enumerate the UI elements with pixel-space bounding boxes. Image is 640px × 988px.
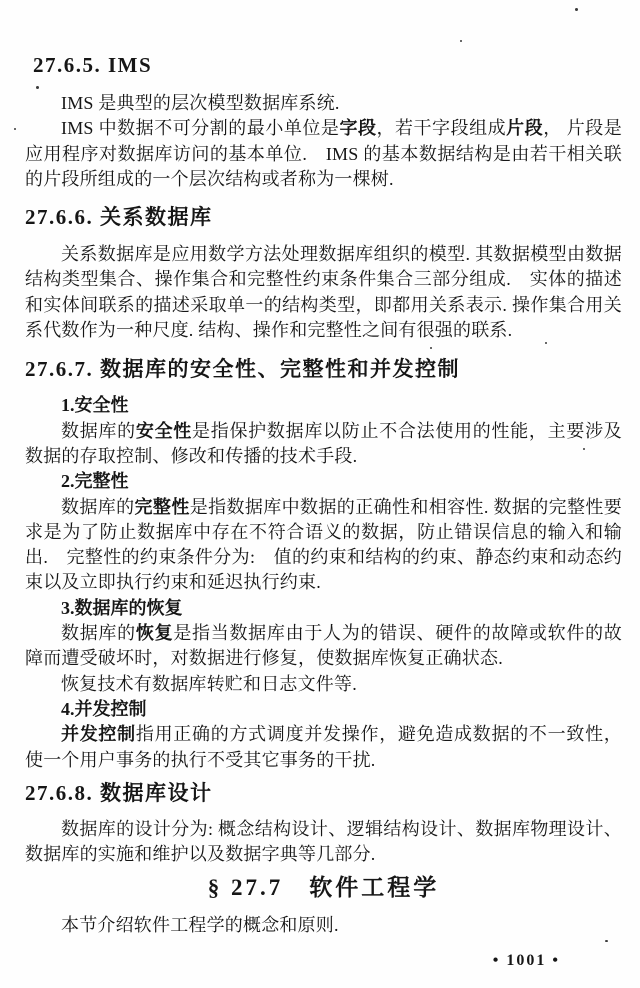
- scan-speck: [460, 40, 462, 42]
- emphasis-text: 安全性: [135, 420, 193, 441]
- text-run: 数据库的: [61, 420, 136, 441]
- scan-speck: [36, 86, 39, 89]
- paragraph-concurrency: [25, 722, 622, 773]
- scan-speck: [605, 940, 608, 942]
- section-heading-27-6-8: 27.6.8. 数据库设计: [25, 780, 213, 805]
- text-run: ， 片段是应用程序对数据库访问的基本单位. IMS 的基本数据结构是由若干相关联的片段所组成的一个层次结构或者称为一棵树.: [25, 118, 622, 189]
- paragraph-ims-structure: [25, 116, 622, 192]
- subheading-concurrency: 4.并发控制: [61, 698, 147, 719]
- text-run: 是指当数据库由于人为的错误、硬件的故障或软件的故障而遭受破坏时，对数据进行修复，使数据库恢复正确状态.: [25, 623, 622, 669]
- scan-speck: [575, 8, 578, 11]
- paragraph-integrity: [25, 495, 622, 596]
- text-run: 本节介绍软件工程学的概念和原则.: [61, 915, 339, 936]
- text-run: 关系数据库是应用数学方法处理数据库组织的模型. 其数据模型由数据结构类型集合、操作集合和完整性约束条件集合三部分组成. 实体的描述和实体间联系的描述采取单一的结构类型，即都用关系表示. 操作集合用关系代数作为一种尺度. 结构、操作和完整性之间有很强的联系.: [25, 244, 622, 341]
- text-run: IMS 是典型的层次模型数据库系统.: [61, 93, 340, 113]
- paragraph-relational-db: [25, 242, 622, 343]
- paragraph-ims-overview: [25, 91, 622, 116]
- scan-speck: [545, 342, 547, 344]
- emphasis-text: 完整性: [134, 496, 190, 517]
- text-run: ，若干字段组成: [376, 118, 507, 139]
- emphasis-text: 片段: [506, 118, 544, 139]
- section-heading-27-6-7: 27.6.7. 数据库的安全性、完整性和并发控制: [25, 357, 460, 382]
- page-number: • 1001 •: [492, 951, 560, 969]
- paragraph-se-intro: [25, 913, 622, 938]
- subheading-security: 1.安全性: [61, 395, 129, 416]
- scan-speck: [583, 448, 585, 450]
- emphasis-text: 并发控制: [61, 724, 136, 745]
- text-run: 指用正确的方式调度并发操作，避免造成数据的不一致性，使一个用户事务的执行不受其它事务的干扰.: [25, 724, 622, 770]
- paragraph-recovery: [25, 621, 622, 672]
- scan-speck: [14, 128, 16, 130]
- paragraph-security: [25, 419, 622, 470]
- subheading-recovery: 3.数据库的恢复: [61, 597, 183, 618]
- scan-speck: [430, 347, 432, 349]
- chapter-heading-27-7: § 27.7 软件工程学: [207, 875, 440, 901]
- text-run: IMS 中数据不可分割的最小单位是: [61, 118, 340, 139]
- text-run: 恢复技术有数据库转贮和日志文件等.: [61, 673, 357, 694]
- emphasis-text: 字段: [339, 118, 377, 139]
- text-run: 是指保护数据库以防止不合法使用的性能，主要涉及数据的存取控制、修改和传播的技术手段.: [25, 420, 622, 466]
- text-run: 数据库的: [61, 496, 135, 517]
- paragraph-recovery-techniques: [25, 672, 622, 697]
- paragraph-db-design: [25, 817, 622, 868]
- text-run: 数据库的设计分为: 概念结构设计、逻辑结构设计、数据库物理设计、数据库的实施和维护以及数据字典等几部分.: [25, 818, 622, 865]
- text-run: 是指数据库中数据的正确性和相容性. 数据的完整性要求是为了防止数据库中存在不符合语义的数据，防止错误信息的输入和输出. 完整性的约束条件分为: 值的约束和结构的约束、静态约束和动态约束以及立即执行约束和延迟执行约束.: [25, 496, 622, 593]
- text-run: 数据库的: [61, 623, 136, 644]
- section-heading-27-6-5: 27.6.5. IMS: [33, 53, 153, 77]
- subheading-integrity: 2.完整性: [61, 471, 129, 492]
- section-heading-27-6-6: 27.6.6. 关系数据库: [25, 205, 213, 230]
- emphasis-text: 恢复: [135, 623, 174, 644]
